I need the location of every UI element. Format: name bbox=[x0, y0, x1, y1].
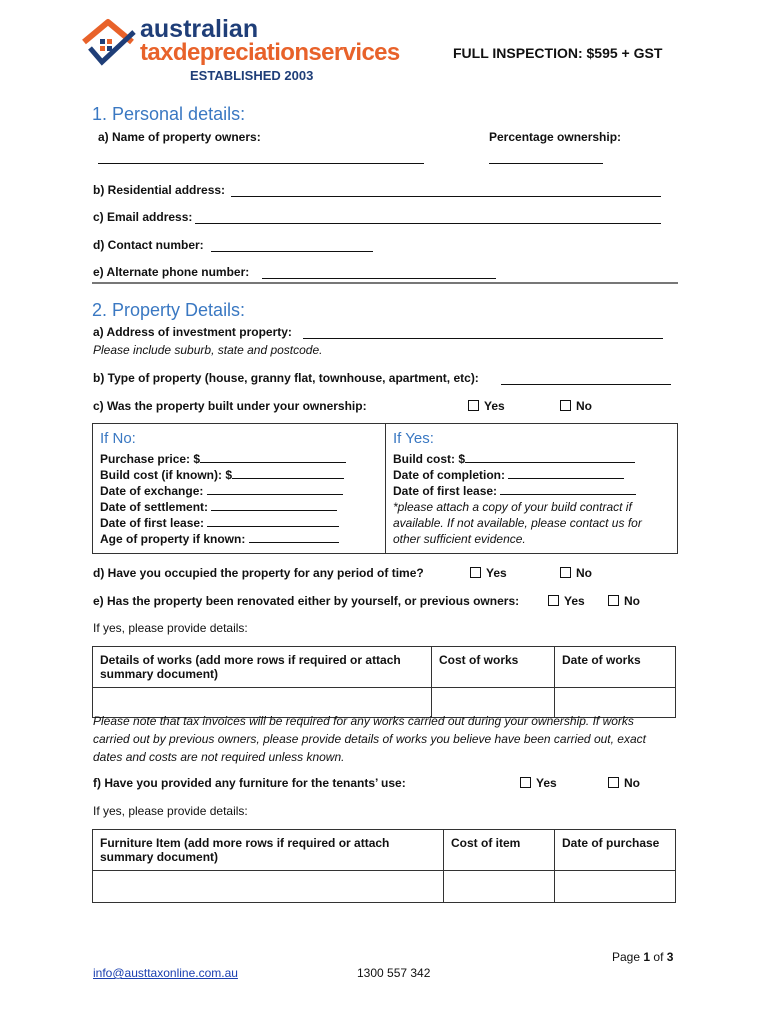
if-yes-heading: If Yes: bbox=[393, 430, 434, 447]
renovated-label: e) Has the property been renovated either by yourself, or previous owners: bbox=[93, 594, 520, 608]
checkbox-icon bbox=[520, 777, 531, 788]
property-type-field[interactable] bbox=[501, 384, 671, 385]
occupied-yes-checkbox[interactable]: Yes bbox=[470, 566, 507, 580]
contact-label: d) Contact number: bbox=[93, 238, 204, 252]
footer-email-link[interactable]: info@austtaxonline.com.au bbox=[93, 966, 238, 980]
checkbox-icon bbox=[468, 400, 479, 411]
exchange-date-line[interactable]: Date of exchange: bbox=[100, 483, 378, 499]
property-address-note: Please include suburb, state and postcode. bbox=[93, 343, 323, 357]
works-table-header bbox=[93, 647, 676, 688]
works-col-date: Date of works bbox=[555, 647, 676, 688]
checkbox-icon bbox=[560, 400, 571, 411]
inspection-price: FULL INSPECTION: $595 + GST bbox=[453, 45, 663, 61]
percent-label: Percentage ownership: bbox=[489, 130, 622, 144]
company-logo bbox=[80, 14, 440, 86]
yes-build-cost-line[interactable]: Build cost: $ bbox=[393, 451, 670, 467]
furniture-details-label: If yes, please provide details: bbox=[93, 804, 248, 818]
logo-line1: australian bbox=[140, 15, 259, 43]
first-lease-date-line[interactable]: Date of first lease: bbox=[100, 515, 378, 531]
section-divider bbox=[92, 282, 678, 284]
works-col-cost: Cost of works bbox=[432, 647, 555, 688]
alt-phone-label: e) Alternate phone number: bbox=[93, 265, 250, 279]
build-status-table bbox=[92, 423, 678, 554]
built-label: c) Was the property built under your ownership: bbox=[93, 399, 367, 413]
section2-title: 2. Property Details: bbox=[92, 300, 246, 320]
furniture-table bbox=[92, 829, 676, 903]
furniture-col-date: Date of purchase bbox=[555, 830, 676, 871]
checkbox-icon bbox=[608, 777, 619, 788]
furniture-cell[interactable] bbox=[555, 871, 676, 903]
if-no-cell bbox=[93, 424, 386, 554]
furniture-label: f) Have you provided any furniture for the tenants’ use: bbox=[93, 776, 406, 790]
furniture-no-checkbox[interactable]: No bbox=[608, 776, 640, 790]
furniture-cell[interactable] bbox=[93, 871, 444, 903]
renovated-no-checkbox[interactable]: No bbox=[608, 594, 640, 608]
furniture-col-cost: Cost of item bbox=[444, 830, 555, 871]
residential-field[interactable] bbox=[231, 196, 661, 197]
furniture-table-header bbox=[93, 830, 676, 871]
built-no-checkbox[interactable]: No bbox=[560, 399, 592, 413]
yes-first-lease-line[interactable]: Date of first lease: bbox=[393, 483, 670, 499]
furniture-col-item: Furniture Item (add more rows if required or attach summary document) bbox=[93, 830, 444, 871]
owners-field[interactable] bbox=[98, 163, 424, 164]
footer-phone: 1300 557 342 bbox=[357, 966, 431, 980]
checkbox-icon bbox=[548, 595, 559, 606]
occupied-no-checkbox[interactable]: No bbox=[560, 566, 592, 580]
residential-label: b) Residential address: bbox=[93, 183, 226, 197]
furniture-cell[interactable] bbox=[444, 871, 555, 903]
works-note: Please note that tax invoices will be required for any works carried out during your ownership. If works carried out by previous owners, please provide details of works you believe have been carried out, exact dates and costs are not required unless known. bbox=[93, 714, 646, 764]
built-yes-checkbox[interactable]: Yes bbox=[468, 399, 505, 413]
logo-line2: taxdepreciationservices bbox=[140, 39, 400, 66]
works-table bbox=[92, 646, 676, 718]
build-cost-line[interactable]: Build cost (if known): $ bbox=[100, 467, 378, 483]
furniture-table-row[interactable] bbox=[93, 871, 676, 903]
property-type-label: b) Type of property (house, granny flat, townhouse, apartment, etc): bbox=[93, 371, 479, 385]
if-no-heading: If No: bbox=[100, 430, 136, 447]
property-age-line[interactable]: Age of property if known: bbox=[100, 531, 378, 547]
works-col-details: Details of works (add more rows if required or attach summary document) bbox=[93, 647, 432, 688]
house-check-icon bbox=[80, 18, 136, 68]
completion-date-line[interactable]: Date of completion: bbox=[393, 467, 670, 483]
page-number: Page 1 of 3 bbox=[612, 950, 674, 964]
furniture-yes-checkbox[interactable]: Yes bbox=[520, 776, 557, 790]
checkbox-icon bbox=[560, 567, 571, 578]
alt-phone-field[interactable] bbox=[262, 278, 496, 279]
property-address-label: a) Address of investment property: bbox=[93, 325, 292, 339]
checkbox-icon bbox=[608, 595, 619, 606]
build-contract-note: *please attach a copy of your build contract if available. If not available, please contact us for other sufficient evidence. bbox=[393, 500, 642, 546]
property-address-field[interactable] bbox=[303, 338, 663, 339]
checkbox-icon bbox=[470, 567, 481, 578]
occupied-label: d) Have you occupied the property for any period of time? bbox=[93, 566, 424, 580]
logo-line3: ESTABLISHED 2003 bbox=[190, 68, 314, 83]
purchase-price-line[interactable]: Purchase price: $ bbox=[100, 451, 378, 467]
owners-label: a) Name of property owners: bbox=[98, 130, 261, 144]
percent-field[interactable] bbox=[489, 163, 603, 164]
section1-title: 1. Personal details: bbox=[92, 104, 246, 124]
contact-field[interactable] bbox=[211, 251, 373, 252]
email-field[interactable] bbox=[195, 223, 661, 224]
renovated-yes-checkbox[interactable]: Yes bbox=[548, 594, 585, 608]
if-yes-cell bbox=[386, 424, 678, 554]
settlement-date-line[interactable]: Date of settlement: bbox=[100, 499, 378, 515]
email-label: c) Email address: bbox=[93, 210, 193, 224]
works-details-label: If yes, please provide details: bbox=[93, 621, 248, 635]
